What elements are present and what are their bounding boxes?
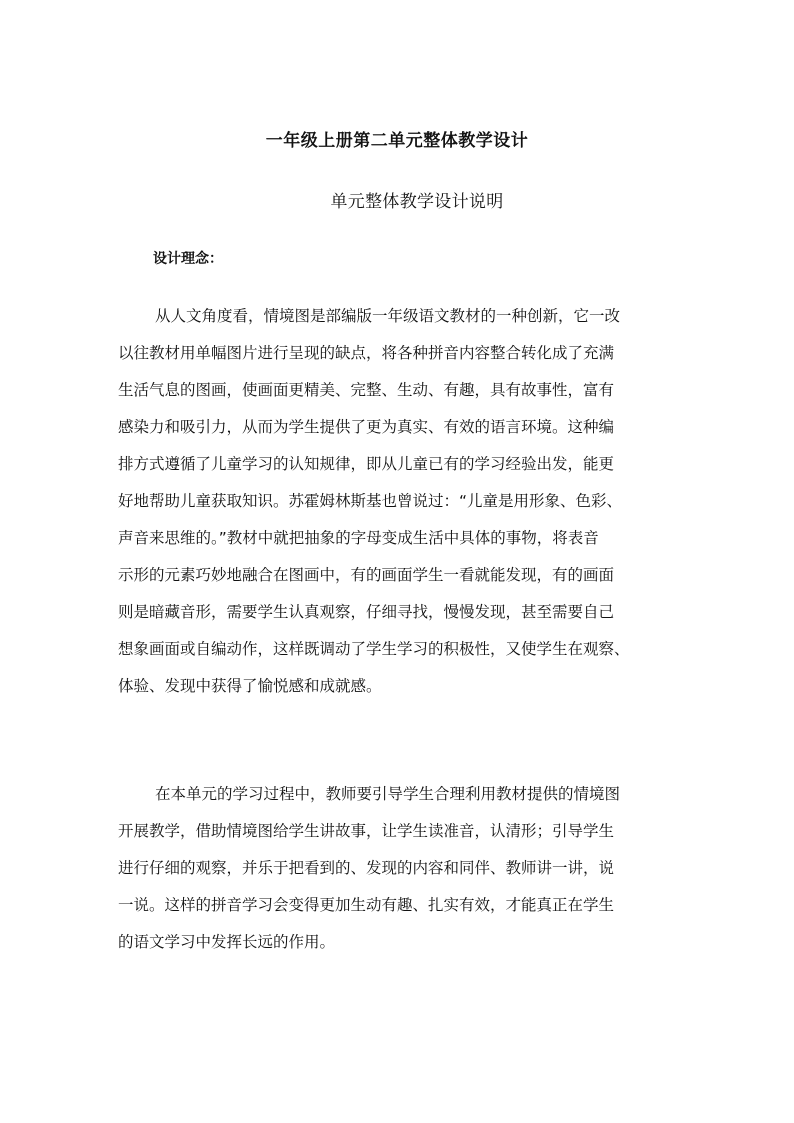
paragraph-line: 则是暗藏音形，需要学生认真观察，仔细寻找，慢慢发现，甚至需要自己 [118,603,615,621]
paragraph-line: 想象画面或自编动作，这样既调动了学生学习的积极性，又使学生在观察、 [118,640,630,658]
paragraph-line: 以往教材用单幅图片进行呈现的缺点，将各种拼音内容整合转化成了充满 [118,344,615,362]
document-title: 一年级上册第二单元整体教学设计 [265,131,529,151]
paragraph-line: 生活气息的图画，使画面更精美、完整、生动、有趣，具有故事性，富有 [118,381,615,399]
paragraph-line: 体验、发现中获得了愉悦感和成就感。 [118,677,382,695]
paragraph-line: 示形的元素巧妙地融合在图画中，有的画面学生一看就能发现，有的画面 [118,566,615,584]
paragraph-line: 声音来思维的。”教材中就把抽象的字母变成生活中具体的事物，将表音 [118,529,599,547]
section-label: 设计理念： [153,251,223,267]
paragraph-line: 在本单元的学习过程中，教师要引导学生合理利用教材提供的情境图 [155,785,621,803]
paragraph-design-philosophy [118,298,684,705]
paragraph-line: 一说。这样的拼音学习会变得更加生动有趣、扎实有效，才能真正在学生 [118,896,615,914]
paragraph-line: 排方式遵循了儿童学习的认知规律，即从儿童已有的学习经验出发，能更 [118,455,615,473]
paragraph-line: 感染力和吸引力，从而为学生提供了更为真实、有效的语言环境。这种编 [118,418,615,436]
paragraph-line: 进行仔细的观察，并乐于把看到的、发现的内容和同伴、教师讲一讲，说 [118,859,615,877]
paragraph-line: 好地帮助儿童获取知识。苏霍姆林斯基也曾说过：“儿童是用形象、色彩、 [118,492,623,510]
paragraph-line: 从人文角度看，情境图是部编版一年级语文教材的一种创新，它一改 [155,307,621,325]
paragraph-unit-learning [118,776,684,961]
paragraph-line: 开展教学，借助情境图给学生讲故事，让学生读准音，认清形；引导学生 [118,822,615,840]
document-subtitle: 单元整体教学设计说明 [330,192,504,212]
paragraph-line: 的语文学习中发挥长远的作用。 [118,933,336,951]
